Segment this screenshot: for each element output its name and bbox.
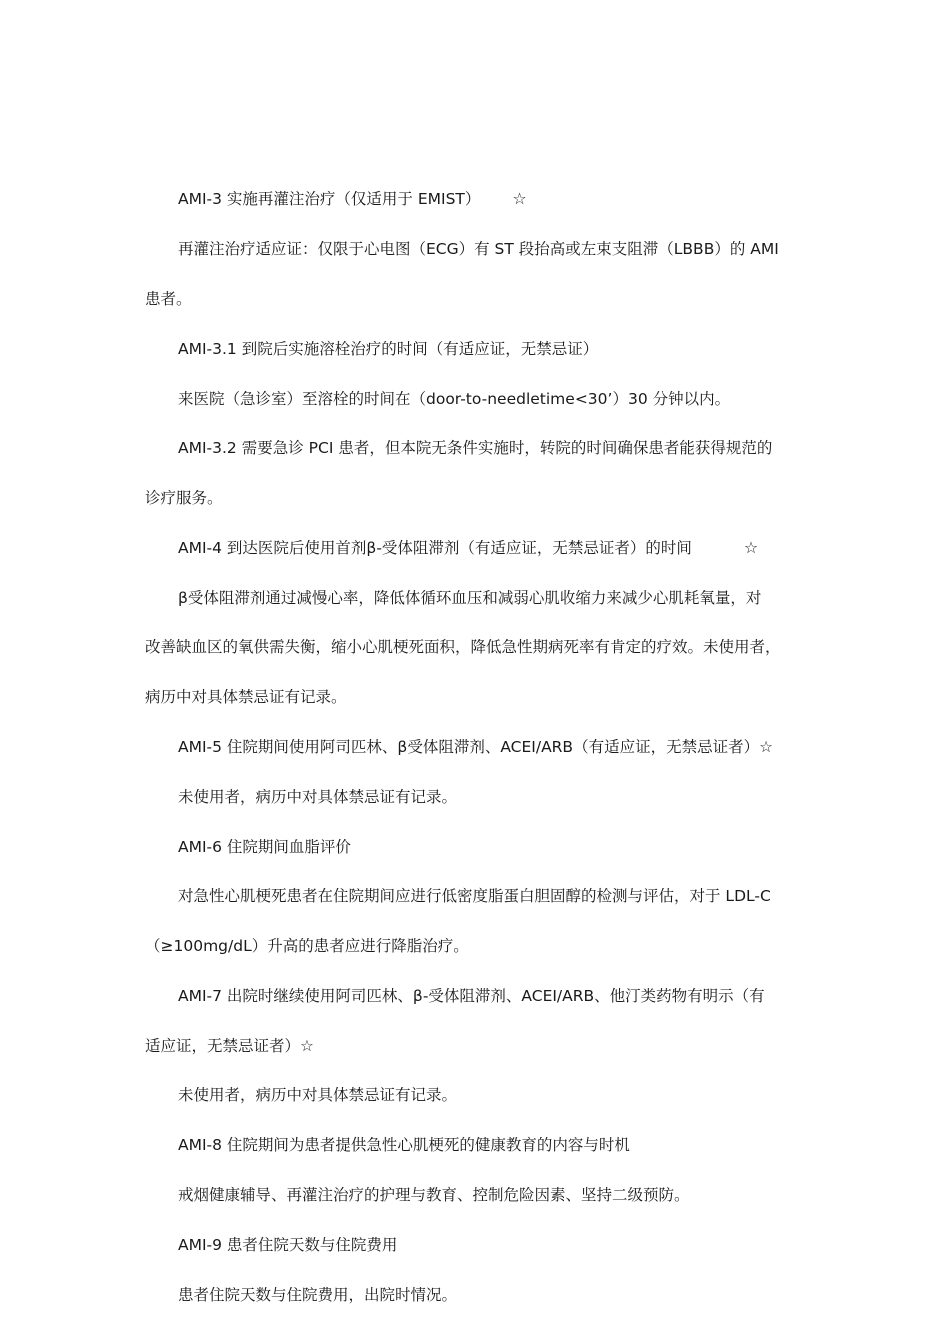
paragraph-line: 戒烟健康辅导、再灌注治疗的护理与教育、控制危险因素、坚持二级预防。 xyxy=(178,1186,690,1204)
paragraph-line: 患者住院天数与住院费用，出院时情况。 xyxy=(178,1286,458,1304)
paragraph-line: 未使用者，病历中对具体禁忌证有记录。 xyxy=(178,1086,458,1104)
heading-ami-5: AMI-5 住院期间使用阿司匹林、β受体阻滞剂、ACEI/ARB（有适应证，无禁忌证者）☆ xyxy=(178,738,773,756)
heading-ami-3 xyxy=(178,188,527,210)
heading-ami-3-text: AMI-3 实施再灌注治疗（仅适用于 EMIST） xyxy=(178,190,481,208)
paragraph-line: 来医院（急诊室）至溶栓的时间在（door-to-needletime<30’）30 分钟以内。 xyxy=(178,390,731,408)
star-icon: ☆ xyxy=(512,189,527,208)
heading-ami-3-2: AMI-3.2 需要急诊 PCI 患者，但本院无条件实施时，转院的时间确保患者能获得规范的 xyxy=(178,439,773,457)
heading-ami-7: AMI-7 出院时继续使用阿司匹林、β-受体阻滞剂、ACEI/ARB、他汀类药物有明示（有 xyxy=(178,987,765,1005)
paragraph-line: （≥100mg/dL）升高的患者应进行降脂治疗。 xyxy=(145,937,469,955)
heading-ami-4 xyxy=(178,537,758,559)
paragraph-line: β受体阻滞剂通过减慢心率，降低体循环血压和减弱心肌收缩力来减少心肌耗氧量，对 xyxy=(178,589,762,607)
paragraph-line: 未使用者，病历中对具体禁忌证有记录。 xyxy=(178,788,458,806)
heading-ami-9: AMI-9 患者住院天数与住院费用 xyxy=(178,1236,398,1254)
heading-ami-4-text: AMI-4 到达医院后使用首剂β-受体阻滞剂（有适应证，无禁忌证者）的时间 xyxy=(178,539,692,557)
paragraph-line: 适应证，无禁忌证者）☆ xyxy=(145,1037,314,1055)
heading-ami-3-1: AMI-3.1 到院后实施溶栓治疗的时间（有适应证，无禁忌证） xyxy=(178,340,599,358)
heading-ami-8: AMI-8 住院期间为患者提供急性心肌梗死的健康教育的内容与时机 xyxy=(178,1136,630,1154)
paragraph-line: 再灌注治疗适应证：仅限于心电图（ECG）有 ST 段抬高或左束支阻滞（LBBB）的 AMI xyxy=(178,240,779,258)
paragraph-line: 改善缺血区的氧供需失衡，缩小心肌梗死面积，降低急性期病死率有肯定的疗效。未使用者， xyxy=(145,638,781,656)
paragraph-line: 诊疗服务。 xyxy=(145,489,223,507)
paragraph-line: 病历中对具体禁忌证有记录。 xyxy=(145,688,347,706)
star-icon: ☆ xyxy=(743,538,759,557)
paragraph-line: 患者。 xyxy=(145,290,192,308)
heading-ami-6: AMI-6 住院期间血脂评价 xyxy=(178,838,351,856)
paragraph-line: 对急性心肌梗死患者在住院期间应进行低密度脂蛋白胆固醇的检测与评估，对于 LDL-C xyxy=(178,887,771,905)
